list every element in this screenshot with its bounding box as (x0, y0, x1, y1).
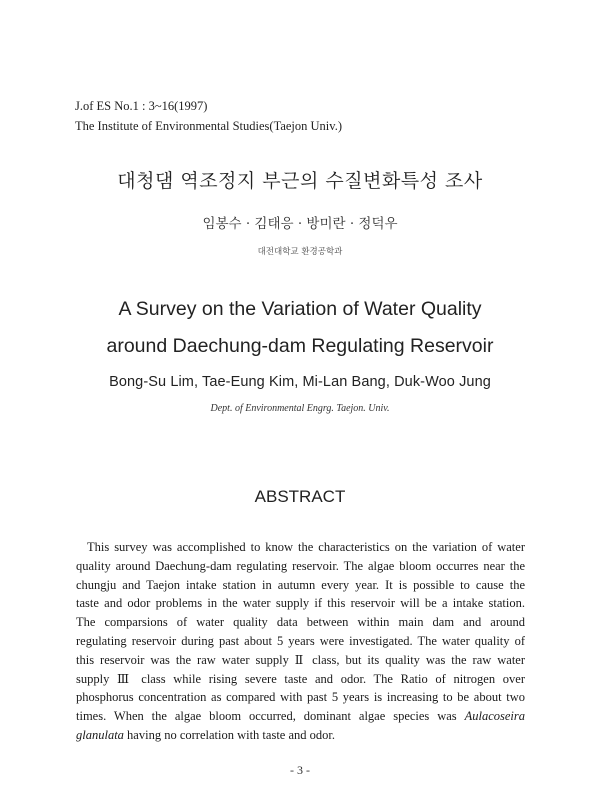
abstract-line: this reservoir was the raw water supply Ⅱ class, but its quality was the raw water (76, 652, 525, 667)
korean-title: 대청댐 역조정지 부근의 수질변화특성 조사 (117, 170, 483, 192)
abstract-line: quality around Daechung-dam regulating reservoir. The algae bloom occurres near the (76, 558, 525, 573)
abstract-line: taste and odor problems in the water supply if this reservoir will be a intake station. (76, 596, 525, 611)
abstract-line: regulating reservoir during past about 5 years were investigated. The water quality of (76, 633, 525, 648)
abstract-line: The comparsions of water quality data between within main dam and around (76, 615, 525, 630)
abstract-line-with-species (76, 707, 525, 726)
abstract-line: phosphorus concentration as compared with past 5 years is increasing to be about two (76, 690, 525, 705)
english-title-line1: A Survey on the Variation of Water Quality (118, 298, 482, 320)
page-number: - 3 - (290, 763, 310, 777)
species-name-genus: Aulacoseira (464, 709, 525, 724)
abstract-line: This survey was accomplished to know the characteristics on the variation of water (87, 540, 525, 554)
abstract-line-text: having no correlation with taste and odor. (123, 727, 335, 742)
korean-affiliation: 대전대학교 환경공학과 (257, 247, 343, 257)
abstract-last-line (76, 726, 525, 745)
journal-citation: J.of ES No.1 : 3~16(1997) (75, 99, 208, 113)
english-title (0, 291, 600, 365)
abstract-line: chungju and Taejon intake station in autumn every year. It is possible to cause the (76, 577, 525, 592)
abstract-line-text: times. When the algae bloom occurred, dominant algae species was (76, 709, 457, 724)
abstract-line: supply Ⅲ class while rising severe taste and odor. The Ratio of nitrogen over (76, 671, 525, 686)
journal-header (75, 96, 342, 136)
abstract-heading: ABSTRACT (254, 487, 346, 506)
english-authors: Bong-Su Lim, Tae-Eung Kim, Mi-Lan Bang, Duk-Woo Jung (109, 374, 491, 390)
english-title-line2: around Daechung-dam Regulating Reservoir (106, 335, 494, 357)
species-name-epithet: glanulata (76, 727, 124, 742)
institute-name: The Institute of Environmental Studies(Taejon Univ.) (75, 119, 343, 133)
english-affiliation: Dept. of Environmental Engrg. Taejon. Univ. (210, 403, 390, 414)
abstract-body (76, 538, 525, 745)
korean-authors: 임봉수 · 김태응 · 방미란 · 정덕우 (202, 216, 398, 232)
